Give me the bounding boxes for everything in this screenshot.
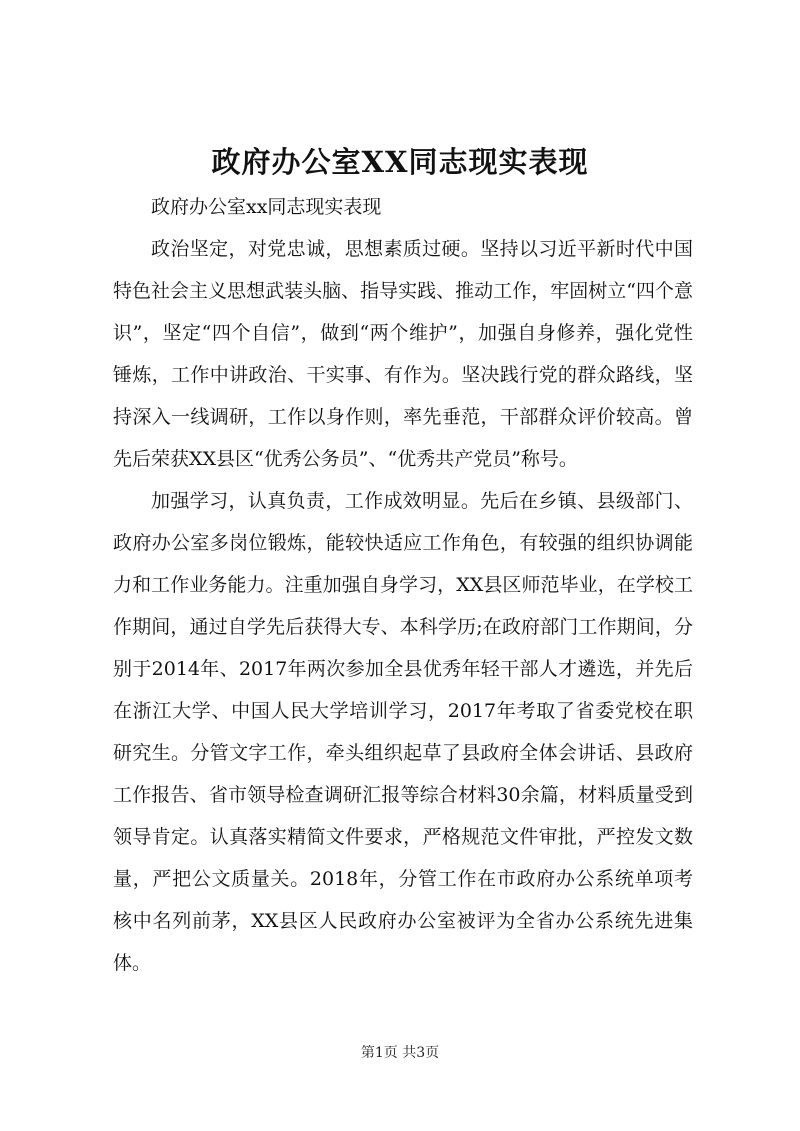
page-number: 第1页 共3页 <box>360 1045 440 1061</box>
paragraph-study-work: 加强学习，认真负责，工作成效明显。先后在乡镇、县级部门、政府办公室多岗位锻炼，能较快适应工作角色，有较强的组织协调能力和工作业务能力。注重加强自身学习，XX县区师范毕业，在学校工作期间，通过自学先后获得大专、本科学历;在政府部门工作期间，分别于2014年、2017年两次参加全县优秀年轻干部人才遴选，并先后在浙江大学、中国人民大学培训学习，2017年考取了省委党校在职研究生。分管文字工作，牵头组织起草了县政府全体会讲话、县政府工作报告、省市领导检查调研汇报等综合材料30余篇，材料质量受到领导肯定。认真落实精简文件要求，严格规范文件审批，严控发文数量，严把公文质量关。2018年，分管工作在市政府办公系统单项考核中名列前茅，XX县区人民政府办公室被评为全省办公系统先进集体。 <box>113 490 693 974</box>
document-subtitle: 政府办公室xx同志现实表现 <box>151 196 382 218</box>
page-footer <box>0 1043 800 1063</box>
paragraph-political: 政治坚定，对党忠诚，思想素质过硬。坚持以习近平新时代中国特色社会主义思想武装头脑、指导实践、推动工作，牢固树立“四个意识”，坚定“四个自信”，做到“两个维护”，加强自身修养，强化党性锤炼，工作中讲政治、干实事、有作为。坚决践行党的群众路线，坚持深入一线调研，工作以身作则，率先垂范，干部群众评价较高。曾先后荣获XX县区“优秀公务员”、“优秀共产党员”称号。 <box>113 238 693 470</box>
document-body <box>113 186 693 984</box>
document-title: 政府办公室XX同志现实表现 <box>211 145 589 179</box>
